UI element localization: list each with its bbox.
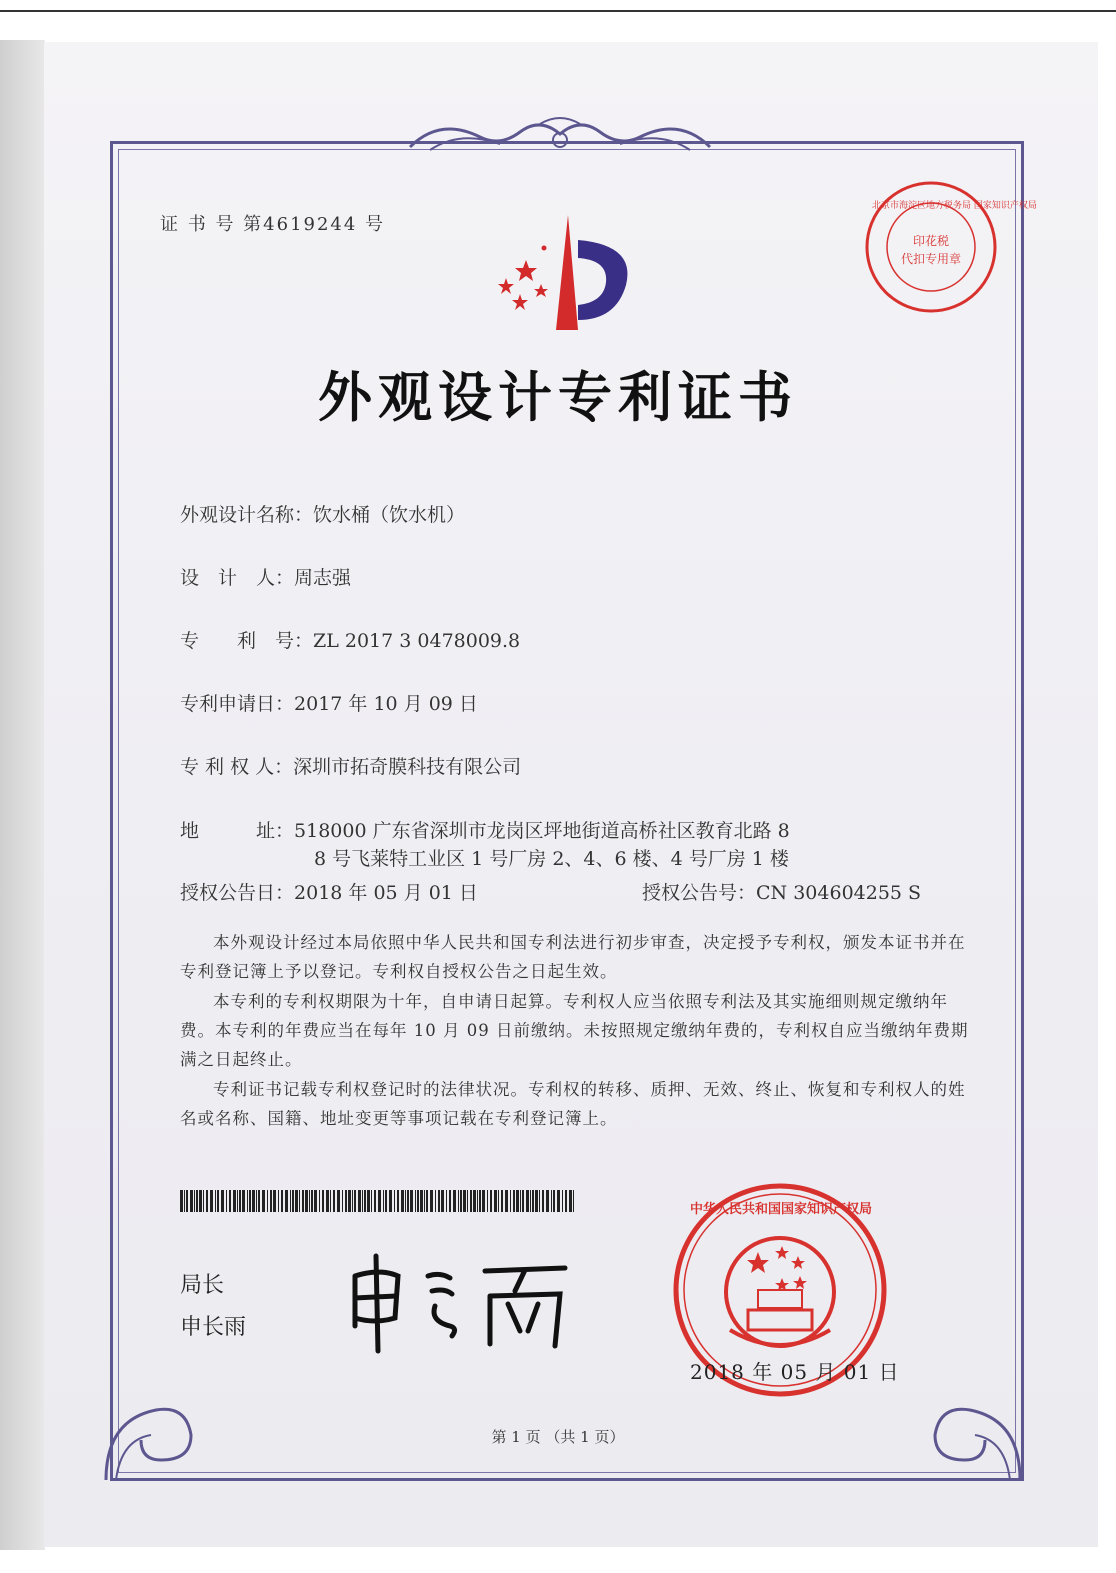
barcode-bar [505, 1190, 508, 1212]
designer-label: 设 计 人： [180, 567, 295, 589]
barcode-bar [326, 1190, 329, 1212]
barcode-bar [535, 1190, 538, 1212]
seal-date: 2018 年 05 月 01 日 [690, 1360, 900, 1384]
tax-stamp-line2: 代扣专用章 [900, 252, 961, 266]
barcode-bar [229, 1190, 231, 1212]
patent-number-value: ZL 2017 3 0478009.8 [313, 630, 521, 652]
barcode-bar [194, 1190, 195, 1212]
barcode-bar [247, 1190, 248, 1212]
designer-value: 周志强 [294, 567, 352, 589]
barcode-bar [367, 1190, 370, 1212]
paragraph-term-statement: 本专利的专利权期限为十年，自申请日起算。专利权人应当依照专利法及其实施细则规定缴纳年费。本专利的年费应当在每年 10 月 09 日前缴纳。未按照规定缴纳年费的，专利权自应当缴纳年费期满之日起终止。 [180, 992, 969, 1069]
barcode-bar [270, 1190, 272, 1212]
barcode-bar [522, 1190, 524, 1212]
barcode-bar [302, 1190, 304, 1212]
barcode-bar [460, 1190, 462, 1212]
page-number: 第 1 页 （共 1 页） [491, 1428, 625, 1446]
barcode-bar [417, 1190, 419, 1212]
barcode-bar [319, 1190, 320, 1212]
barcode-bar [553, 1190, 555, 1212]
barcode-bar [394, 1190, 395, 1212]
barcode-bar [233, 1190, 236, 1212]
barcode-bar [397, 1190, 399, 1212]
barcode-bar [405, 1190, 406, 1212]
barcode-bar [299, 1190, 300, 1212]
barcode-bar [470, 1190, 472, 1212]
director-name: 申长雨 [180, 1315, 247, 1340]
barcode-bar [520, 1190, 521, 1212]
barcode-bar [281, 1190, 283, 1212]
barcode-bar [569, 1190, 572, 1212]
barcode-bar [278, 1190, 279, 1212]
barcode-bar [374, 1190, 376, 1212]
patentee-label: 专 利 权 人： [180, 756, 294, 778]
barcode-bar [256, 1190, 257, 1212]
barcode-bar [565, 1190, 567, 1212]
barcode-bar [242, 1190, 245, 1212]
barcode-bar [513, 1190, 515, 1212]
top-ornament-icon [400, 112, 720, 162]
barcode-bar [262, 1190, 265, 1212]
barcode-bar [501, 1190, 503, 1212]
barcode-icon [180, 1190, 574, 1212]
barcode-bar [190, 1190, 193, 1212]
seal-ring-text: 中华人民共和国国家知识产权局 [690, 1202, 873, 1217]
barcode-bar [333, 1190, 335, 1212]
barcode-bar [342, 1190, 343, 1212]
barcode-bar [267, 1190, 268, 1212]
barcode-bar [477, 1190, 478, 1212]
barcode-bar [530, 1190, 531, 1212]
barcode-bar [249, 1190, 251, 1212]
director-title: 局长 [180, 1273, 225, 1298]
barcode-bar [401, 1190, 404, 1212]
barcode-bar [186, 1190, 188, 1212]
barcode-bar [435, 1190, 436, 1212]
barcode-bar [463, 1190, 466, 1212]
patentee-value: 深圳市拓奇膜科技有限公司 [293, 756, 522, 778]
barcode-bar [487, 1190, 488, 1212]
certificate-number: 证 书 号 第4619244 号 [160, 214, 386, 235]
handwritten-signature-icon [340, 1246, 580, 1356]
barcode-bar [309, 1190, 310, 1212]
barcode-bar [295, 1190, 298, 1212]
barcode-bar [430, 1190, 433, 1212]
design-name-label: 外观设计名称： [180, 504, 314, 526]
barcode-bar [473, 1190, 476, 1212]
barcode-bar [358, 1190, 361, 1212]
barcode-bar [258, 1190, 260, 1212]
barcode-bar [438, 1190, 440, 1212]
barcode-bar [305, 1190, 308, 1212]
barcode-bar [239, 1190, 241, 1212]
barcode-bar [562, 1190, 563, 1212]
barcode-bar [551, 1190, 552, 1212]
address-line1: 518000 广东省深圳市龙岗区坪地街道高桥社区教育北路 8 [294, 820, 790, 842]
barcode-bar [424, 1190, 425, 1212]
barcode-bar [322, 1190, 324, 1212]
barcode-bar [314, 1190, 317, 1212]
filing-date-label: 专利申请日： [180, 693, 295, 715]
field-address [180, 816, 790, 843]
barcode-bar [446, 1190, 447, 1212]
field-grant-number [642, 878, 921, 905]
barcode-bar [510, 1190, 511, 1212]
barcode-bar [292, 1190, 294, 1212]
address-label: 地 址： [180, 820, 295, 842]
barcode-bar [330, 1190, 331, 1212]
barcode-bar [441, 1190, 444, 1212]
barcode-bar [180, 1190, 183, 1212]
barcode-bar [407, 1190, 409, 1212]
grant-number-label: 授权公告号： [642, 882, 757, 904]
barcode-bar [415, 1190, 416, 1212]
address-line2: 8 号飞莱特工业区 1 号厂房 2、4、6 楼、4 号厂房 1 楼 [314, 848, 789, 870]
barcode-bar [371, 1190, 372, 1212]
scan-top-line [0, 10, 1116, 12]
barcode-bar [237, 1190, 238, 1212]
barcode-bar [226, 1190, 227, 1212]
barcode-bar [206, 1190, 208, 1212]
barcode-bar [516, 1190, 519, 1212]
barcode-bar [557, 1190, 560, 1212]
barcode-bar [542, 1190, 544, 1212]
barcode-bar [383, 1190, 384, 1212]
tax-stamp-ring-text: 北京市海淀区地方税务局 国家知识产权局 [872, 201, 1037, 211]
field-design-name [180, 500, 465, 527]
barcode-bar [345, 1190, 347, 1212]
patent-number-label: 专 利 号： [180, 630, 314, 652]
barcode-bar [458, 1190, 459, 1212]
barcode-bar [215, 1190, 216, 1212]
barcode-bar [184, 1190, 185, 1212]
barcode-bar [378, 1190, 381, 1212]
barcode-bar [203, 1190, 204, 1212]
paragraph-legal-status: 专利证书记载专利权登记时的法律状况。专利权的转移、质押、无效、终止、恢复和专利权人的姓名或名称、国籍、地址变更等事项记载在专利登记簿上。 [180, 1080, 966, 1128]
field-patent-number [180, 626, 520, 653]
grant-number-value: CN 304604255 S [756, 882, 922, 904]
barcode-bar [532, 1190, 534, 1212]
barcode-bar [252, 1190, 255, 1212]
barcode-bar [479, 1190, 481, 1212]
grant-date-label: 授权公告日： [180, 882, 295, 904]
barcode-bar [482, 1190, 485, 1212]
barcode-bar [196, 1190, 198, 1212]
barcode-bar [467, 1190, 468, 1212]
design-name-value: 饮水桶（饮水机） [313, 504, 466, 526]
barcode-bar [426, 1190, 428, 1212]
barcode-bar [498, 1190, 499, 1212]
barcode-bar [539, 1190, 540, 1212]
grant-date-value: 2018 年 05 月 01 日 [294, 882, 478, 904]
tax-stamp [862, 178, 1037, 316]
barcode-bar [348, 1190, 351, 1212]
barcode-bar [385, 1190, 387, 1212]
patent-office-emblem-icon [486, 210, 646, 340]
barcode-bar [526, 1190, 529, 1212]
barcode-bar [311, 1190, 313, 1212]
barcode-bar [453, 1190, 456, 1212]
barcode-bar [354, 1190, 356, 1212]
barcode-bar [410, 1190, 413, 1212]
certificate-title: 外观设计专利证书 [318, 365, 798, 429]
barcode-bar [199, 1190, 202, 1212]
barcode-bar [210, 1190, 213, 1212]
barcode-bar [494, 1190, 497, 1212]
paragraph-grant-statement: 本外观设计经过本局依照中华人民共和国专利法进行初步审查，决定授予专利权，颁发本证书并在专利登记簿上予以登记。专利权自授权公告之日起生效。 [180, 933, 966, 981]
barcode-bar [573, 1190, 574, 1212]
tax-stamp-line1: 印花税 [912, 234, 949, 248]
filing-date-value: 2017 年 10 月 09 日 [294, 693, 478, 715]
barcode-bar [337, 1190, 340, 1212]
barcode-bar [389, 1190, 392, 1212]
barcode-bar [546, 1190, 549, 1212]
barcode-bar [490, 1190, 492, 1212]
barcode-bar [290, 1190, 291, 1212]
barcode-bar [352, 1190, 353, 1212]
barcode-bar [362, 1190, 363, 1212]
field-patentee [180, 752, 521, 779]
barcode-bar [221, 1190, 224, 1212]
field-filing-date [180, 689, 478, 716]
field-designer [180, 563, 351, 590]
barcode-bar [364, 1190, 366, 1212]
barcode-bar [273, 1190, 276, 1212]
field-grant-date [180, 878, 478, 905]
barcode-bar [217, 1190, 219, 1212]
barcode-bar [285, 1190, 288, 1212]
barcode-bar [420, 1190, 423, 1212]
scan-shadow [0, 40, 45, 1550]
barcode-bar [449, 1190, 451, 1212]
